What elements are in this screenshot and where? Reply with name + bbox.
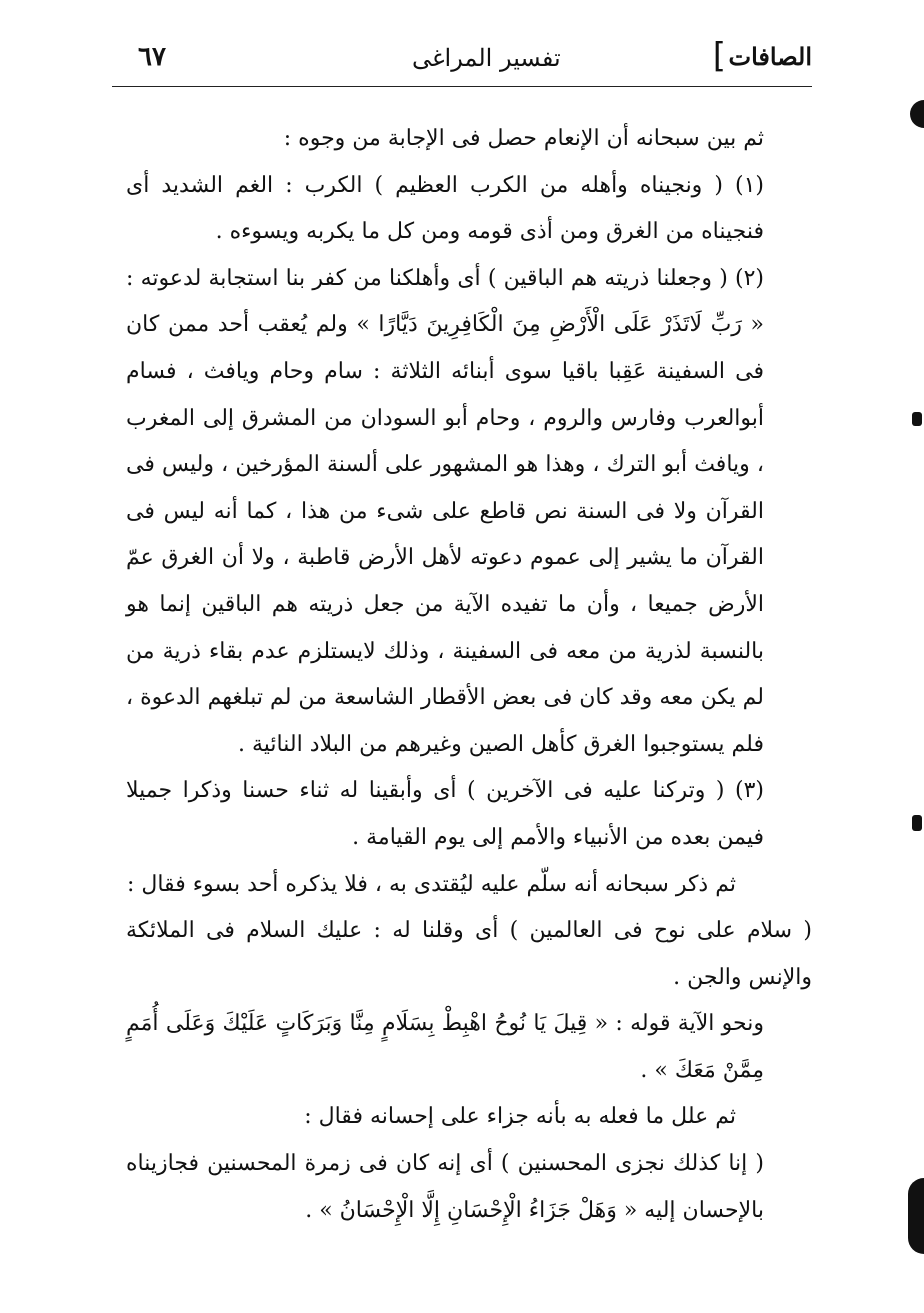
scan-mark-middle bbox=[912, 412, 922, 426]
paragraph-point-2: (٢) ( وجعلنا ذريته هم الباقين ) أى وأهلكنا من كفر بنا استجابة لدعوته : « رَبِّ لَاتَذَرْ عَلَى الْأَرْضِ مِنَ الْكَافِرِينَ دَيَّارًا » ولم يُعقب أحد ممن كان فى السفينة عَقِبا باقيا سوى أبنائه الثلاثة : سام وحام ويافث ، فسام أبوالعرب وفارس والروم ، وحام أبو السودان من المشرق إلى المغرب ، ويافث أبو الترك ، وهذا هو المشهور على ألسنة المؤرخين ، وليس فى القرآن ولا فى السنة نص قاطع على شىء من هذا ، كما أنه ليس فى القرآن ما يشير إلى عموم دعوته لأهل الأرض قاطبة ، ولا أن الغرق عمّ الأرض جميعا ، وأن ما تفيده الآية من جعل ذريته هم الباقين إنما هو بالنسبة لذرية من معه فى السفينة ، وذلك لايستلزم عدم بقاء ذرية من لم يكن معه وقد كان فى بعض الأقطار الشاسعة من لم تبلغهم الدعوة ، فلم يستوجبوا الغرق كأهل الصين وغيرهم من البلاد النائية . bbox=[126, 265, 764, 757]
page-number: ٦٧ bbox=[138, 42, 166, 72]
paragraph-reason-verse: ( إنا كذلك نجزى المحسنين ) أى إنه كان فى زمرة المحسنين فجازيناه بالإحسان إليه « وَهَلْ جَزَاءُ الْإِحْسَانِ إِلَّا الْإِحْسَانُ » . bbox=[126, 1151, 764, 1223]
paragraph-salutation-intro: ثم ذكر سبحانه أنه سلّم عليه ليُقتدى به ، فلا يذكره أحد بسوء فقال : bbox=[126, 871, 736, 897]
paragraph-similar-verse: ونحو الآية قوله : « قِيلَ يَا نُوحُ اهْبِطْ بِسَلَامٍ مِنَّا وَبَرَكَاتٍ عَلَيْكَ وَعَلَى أُمَمٍ مِمَّنْ مَعَكَ » . bbox=[126, 1011, 764, 1083]
scan-mark-top bbox=[910, 100, 924, 128]
body-text bbox=[126, 116, 812, 1234]
scan-mark-lower bbox=[912, 815, 922, 831]
page-header bbox=[112, 38, 812, 82]
book-title: تفسير المراغى bbox=[412, 44, 561, 72]
surah-name: الصافات bbox=[728, 42, 812, 71]
scan-mark-bottom bbox=[908, 1178, 924, 1254]
header-rule bbox=[112, 86, 812, 87]
paragraph-point-3: (٣) ( وتركنا عليه فى الآخرين ) أى وأبقينا له ثناء حسنا وذكرا جميلا فيمن بعده من الأنبياء والأمم إلى يوم القيامة . bbox=[126, 778, 764, 850]
paragraph-reason-intro: ثم علل ما فعله به بأنه جزاء على إحسانه فقال : bbox=[304, 1104, 736, 1130]
header-bracket: ] bbox=[712, 36, 726, 76]
paragraph-salutation-verse: ( سلام على نوح فى العالمين ) أى وقلنا له : عليك السلام فى الملائكة والإنس والجن . bbox=[126, 918, 812, 990]
paragraph-point-1: (١) ( ونجيناه وأهله من الكرب العظيم ) الكرب : الغم الشديد أى فنجيناه من الغرق ومن أذى قومه ومن كل ما يكربه ويسوءه . bbox=[126, 172, 764, 245]
paragraph-intro: ثم بين سبحانه أن الإنعام حصل فى الإجابة من وجوه : bbox=[283, 126, 764, 151]
